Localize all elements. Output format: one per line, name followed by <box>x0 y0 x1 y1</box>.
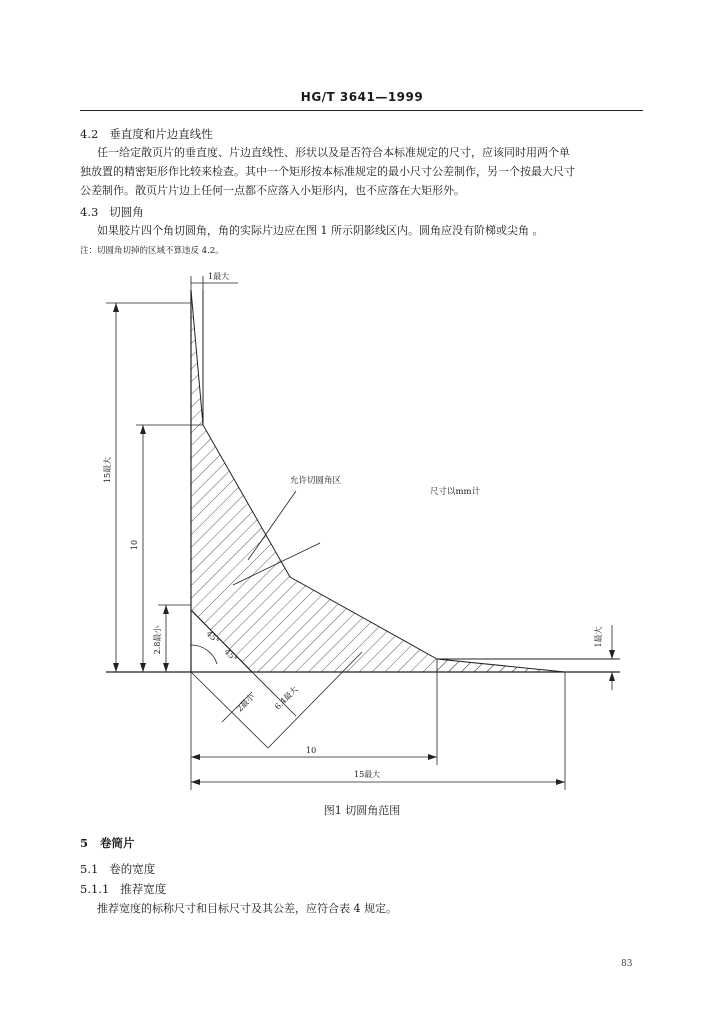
bottom-10-label: 10 <box>306 746 317 755</box>
left-28-label: 2.8最小 <box>153 625 162 655</box>
standard-code-header: HG/T 3641—1999 <box>300 90 424 104</box>
s42-line-3: 公差制作。散页片片边上任何一点都不应落入小矩形内，也不应落在大矩形外。 <box>80 184 465 197</box>
left-15-label: 15最大 <box>103 456 112 484</box>
section-5-heading <box>80 835 135 851</box>
section-title: 推荐宽度 <box>120 882 167 896</box>
angle-label-1: 45° <box>204 629 221 646</box>
s42-line-1: 任一给定散页片的垂直度、片边直线性、形状以及是否符合本标准规定的尺寸，应该同时用两个单 <box>97 146 570 159</box>
allowed-zone-label: 允许切圆角区 <box>290 476 342 486</box>
diag-64-label: 6.4最大 <box>273 684 300 712</box>
page-number: 83 <box>621 959 633 969</box>
section-number: 4.2 <box>80 127 99 141</box>
angle-label-2: 45° <box>222 647 239 664</box>
section-number: 4.3 <box>80 205 99 219</box>
section-title: 卷筒片 <box>100 836 135 850</box>
right-dim-label: 1最大 <box>594 626 603 648</box>
bottom-15-label: 15最大 <box>354 770 381 779</box>
s43-note: 注：切圆角切掉的区域不算违反 4.2。 <box>80 246 224 256</box>
section-5-1-heading <box>80 861 155 877</box>
section-number: 5.1 <box>80 862 99 876</box>
figure-caption: 图1 切圆角范围 <box>323 804 401 817</box>
section-title: 卷的宽度 <box>109 862 156 876</box>
top-dim-label: 1最大 <box>208 272 230 281</box>
section-number: 5 <box>80 836 89 850</box>
section-number: 5.1.1 <box>80 882 110 896</box>
section-title: 切圆角 <box>109 205 144 219</box>
section-5-1-1-heading <box>80 881 166 897</box>
s43-line-1: 如果胶片四个角切圆角，角的实际片边应在图 1 所示阴影线区内。圆角应没有阶梯或尖角 。 <box>97 224 544 237</box>
allowed-hatched-region <box>191 290 565 672</box>
section-title: 垂直度和片边直线性 <box>109 127 213 141</box>
s42-line-2: 独放置的精密矩形作比较来检查。其中一个矩形按本标准规定的最小尺寸公差制作，另一个按最大尺寸 <box>80 165 575 178</box>
left-10-label: 10 <box>130 539 139 551</box>
s511-line: 推荐宽度的标称尺寸和目标尺寸及其公差，应符合表 4 规定。 <box>97 902 397 915</box>
unit-note: 尺寸以mm计 <box>430 487 481 497</box>
diag-2-label: 2最小 <box>235 692 257 714</box>
